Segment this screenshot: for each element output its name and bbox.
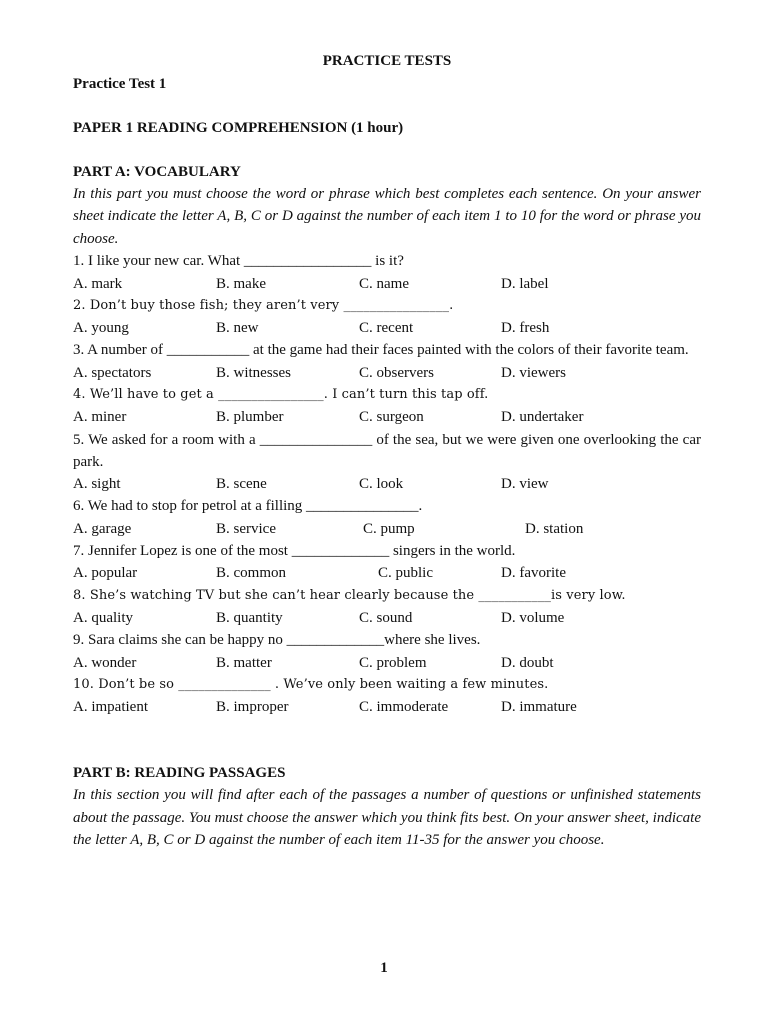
option-c: C. pump (363, 520, 415, 537)
option-a: A. mark (73, 275, 123, 292)
option-c: C. observers (359, 364, 434, 381)
question-3-options (73, 362, 701, 384)
option-b: B. quantity (216, 609, 283, 626)
part-a-instructions: In this part you must choose the word or phrase which best completes each sentence. On your answer sheet indicate the letter A, B, C or D against the number of each item 1 to 10 for the word or phrase you choose. (73, 186, 701, 247)
test-label: Practice Test 1 (73, 76, 167, 92)
option-a: A. popular (73, 565, 138, 582)
option-c: C. surgeon (359, 409, 424, 426)
option-d: D. doubt (501, 654, 554, 671)
option-d: D. immature (501, 699, 577, 716)
option-b: B. new (216, 320, 259, 337)
option-b: B. scene (216, 476, 267, 493)
question-3: 3. A number of ___________ at the game had their faces painted with the colors of their favorite team. (73, 342, 689, 359)
question-2-options (73, 317, 701, 339)
option-b: B. improper (216, 699, 289, 716)
option-a: A. spectators (73, 364, 152, 381)
option-d: D. view (501, 476, 549, 493)
part-a-heading: PART A: VOCABULARY (73, 164, 241, 180)
option-b: B. make (216, 275, 266, 292)
question-5: 5. We asked for a room with a _______________ of the sea, but we were given one overlooking the car park. (73, 431, 701, 470)
question-8-options (73, 607, 701, 629)
question-7-options (73, 562, 701, 584)
question-6: 6. We had to stop for petrol at a filling _______________. (73, 498, 423, 515)
option-c: C. sound (359, 609, 413, 626)
option-d: D. label (501, 275, 549, 292)
part-b-instructions: In this section you will find after each of the passages a number of questions or unfinished statements about the passage. You must choose the answer which you think fits best. On your answer sheet, indicate the letter A, B, C or D against the number of each item 11-35 for the answer you choose. (73, 787, 701, 849)
option-c: C. immoderate (359, 699, 449, 716)
option-d: D. undertaker (501, 409, 584, 426)
option-a: A. garage (73, 520, 132, 537)
question-6-options (73, 518, 701, 540)
question-4-options (73, 406, 701, 428)
option-b: B. service (216, 520, 276, 537)
option-c: C. problem (359, 654, 427, 671)
option-a: A. miner (73, 409, 127, 426)
question-5-options (73, 473, 701, 495)
option-c: C. name (359, 275, 409, 292)
option-b: B. matter (216, 654, 272, 671)
question-1: 1. I like your new car. What _________________ is it? (73, 253, 404, 270)
option-a: A. impatient (73, 699, 148, 716)
question-10: 10. Don’t be so ______________ . We’ve only been waiting a few minutes. (73, 676, 549, 692)
question-7: 7. Jennifer Lopez is one of the most _____________ singers in the world. (73, 543, 516, 560)
part-b-heading: PART B: READING PASSAGES (73, 765, 286, 782)
option-d: D. fresh (501, 320, 550, 337)
question-1-options (73, 273, 701, 295)
question-9: 9. Sara claims she can be happy no _____________where she lives. (73, 632, 481, 649)
question-10-options (73, 696, 701, 718)
paper-label: PAPER 1 READING COMPREHENSION (1 hour) (73, 120, 404, 136)
option-c: C. public (378, 565, 433, 582)
option-b: B. plumber (216, 409, 284, 426)
option-b: B. common (216, 565, 286, 582)
option-a: A. young (73, 320, 129, 337)
question-9-options (73, 652, 701, 674)
option-b: B. witnesses (216, 364, 291, 381)
option-a: A. sight (73, 476, 121, 493)
option-c: C. recent (359, 320, 414, 337)
page-title: PRACTICE TESTS (322, 53, 452, 69)
option-a: A. wonder (73, 654, 137, 671)
option-d: D. favorite (501, 565, 566, 582)
question-8: 8. She’s watching TV but she can’t hear clearly because the ___________is very low. (73, 587, 626, 603)
page-number: 1 (380, 960, 388, 976)
question-2: 2. Don’t buy those fish; they aren’t very ________________. (73, 297, 454, 313)
question-4: 4. We’ll have to get a ________________. I can’t turn this tap off. (73, 387, 489, 402)
option-a: A. quality (73, 609, 133, 626)
document-page (73, 50, 701, 852)
option-c: C. look (359, 476, 404, 493)
option-d: D. station (525, 520, 584, 537)
option-d: D. viewers (501, 364, 566, 381)
option-d: D. volume (501, 609, 565, 626)
